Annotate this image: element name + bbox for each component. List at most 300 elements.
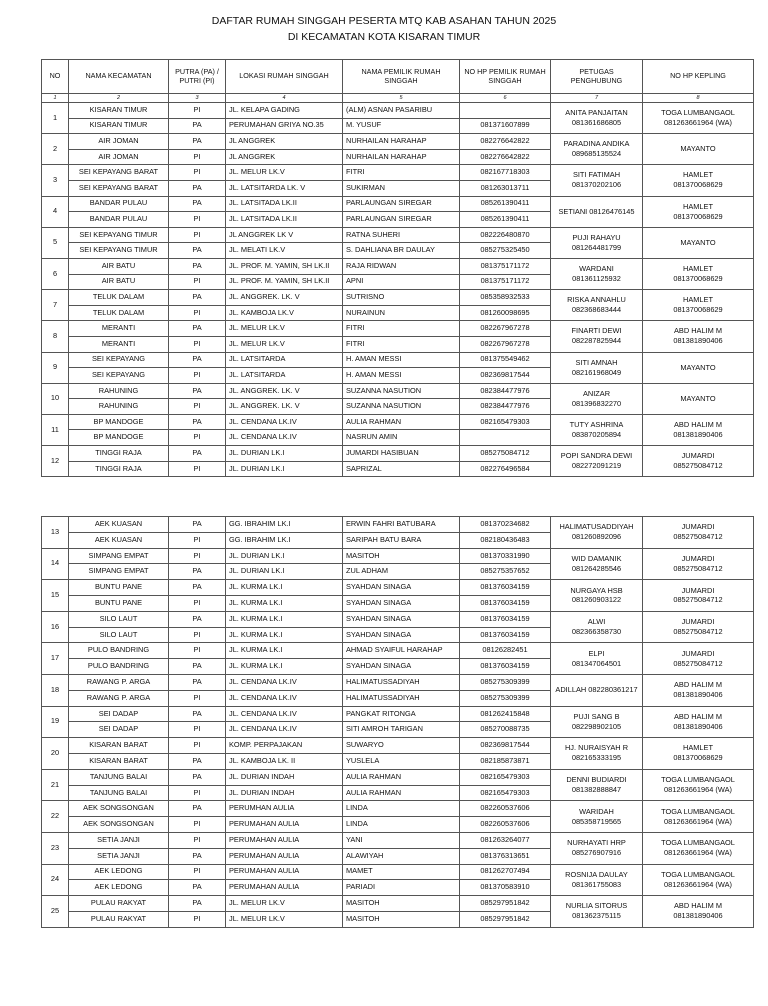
kepling-cell-phone: 081381890406 (673, 336, 723, 346)
col-number: 1 (42, 94, 69, 103)
kepling-cell (643, 580, 754, 612)
putra-putri-cell: PI (169, 548, 226, 564)
putra-putri-cell: PA (169, 880, 226, 896)
kepling-cell-phone: 081370068629 (673, 211, 723, 221)
row-number: 12 (42, 446, 69, 477)
table-row (42, 290, 754, 306)
kepling-cell (643, 674, 754, 706)
petugas-cell-line: TUTY ASHRINA (569, 419, 624, 429)
kepling-cell-line: JUMARDI (681, 553, 715, 563)
petugas-cell (551, 227, 643, 258)
kecamatan-cell: SEI KEPAYANG TIMUR (69, 227, 169, 243)
table-row (42, 258, 754, 274)
lokasi-cell: JL. MELUR LK.V (226, 896, 343, 912)
pemilik-cell: NURAINUN (343, 305, 460, 321)
lokasi-cell: JL. KURMA LK.I (226, 595, 343, 611)
pemilik-cell: LINDA (343, 817, 460, 833)
kecamatan-cell: PULAU RAKYAT (69, 911, 169, 927)
kepling-cell-line: TOGA LUMBANGAOL (661, 806, 735, 816)
pemilik-cell: FITRI (343, 321, 460, 337)
table-row (42, 103, 754, 119)
kepling-cell (643, 165, 754, 196)
lokasi-cell: JL. LATSITARDA (226, 352, 343, 368)
putra-putri-cell: PI (169, 532, 226, 548)
row-number: 22 (42, 801, 69, 833)
putra-putri-cell: PI (169, 785, 226, 801)
kepling-cell (643, 258, 754, 289)
petugas-cell-phone: 081362375115 (572, 911, 621, 921)
petugas-cell-line: ADILLAH 082280361217 (555, 685, 638, 695)
lokasi-cell: JL. DURIAN INDAH (226, 769, 343, 785)
hp-pemilik-cell: 085261390411 (460, 212, 551, 228)
kepling-cell-phone: 081381890406 (673, 690, 723, 700)
kepling-cell-line: MAYANTO (680, 237, 716, 247)
pemilik-cell: AULIA RAHMAN (343, 769, 460, 785)
row-number: 3 (42, 165, 69, 196)
row-number: 9 (42, 352, 69, 383)
putra-putri-cell: PA (169, 659, 226, 675)
pemilik-cell: SUZANNA NASUTION (343, 399, 460, 415)
pemilik-cell: ZUL ADHAM (343, 564, 460, 580)
putra-putri-cell: PI (169, 595, 226, 611)
lokasi-cell: JL. DURIAN LK.I (226, 446, 343, 462)
pemilik-cell: NURHAILAN HARAHAP (343, 134, 460, 150)
col-number: 4 (226, 94, 343, 103)
petugas-cell (551, 414, 643, 445)
kepling-cell (643, 643, 754, 675)
petugas-cell (551, 352, 643, 383)
kecamatan-cell: AEK LEDONG (69, 864, 169, 880)
hp-pemilik-cell: 081376034159 (460, 627, 551, 643)
kecamatan-cell: KISARAN BARAT (69, 753, 169, 769)
pemilik-cell: SUWARYO (343, 738, 460, 754)
kecamatan-cell: SEI KEPAYANG (69, 352, 169, 368)
petugas-cell (551, 548, 643, 580)
putra-putri-cell: PA (169, 611, 226, 627)
row-number: 16 (42, 611, 69, 643)
table-row (42, 580, 754, 596)
kepling-cell (643, 321, 754, 352)
pemilik-cell: PARLAUNGAN SIREGAR (343, 212, 460, 228)
pemilik-cell: H. AMAN MESSI (343, 368, 460, 384)
putra-putri-cell: PA (169, 753, 226, 769)
pemilik-cell: SUTRISNO (343, 290, 460, 306)
putra-putri-cell: PA (169, 769, 226, 785)
kecamatan-cell: MERANTI (69, 321, 169, 337)
kepling-cell-phone: 085275084712 (673, 563, 723, 573)
kepling-cell (643, 352, 754, 383)
putra-putri-cell: PI (169, 832, 226, 848)
row-number: 25 (42, 896, 69, 928)
putra-putri-cell: PA (169, 446, 226, 462)
putra-putri-cell: PA (169, 321, 226, 337)
kecamatan-cell: RAHUNING (69, 383, 169, 399)
pemilik-cell: SYAHDAN SINAGA (343, 580, 460, 596)
lokasi-cell: JL. LATSITADA LK.II (226, 196, 343, 212)
petugas-cell-line: SETIANI 08126476145 (558, 206, 635, 216)
petugas-cell-phone: 082165333195 (571, 753, 622, 763)
petugas-cell-line: ALWI (587, 617, 606, 627)
row-number: 21 (42, 769, 69, 801)
hp-pemilik-cell: 081371607899 (460, 118, 551, 134)
kepling-cell-line: TOGA LUMBANGAOL (661, 775, 735, 785)
lokasi-cell: JL. MELUR LK.V (226, 336, 343, 352)
pemilik-cell: LINDA (343, 801, 460, 817)
petugas-cell-phone: 081361125932 (572, 274, 621, 284)
pemilik-cell: YUSLELA (343, 753, 460, 769)
pemilik-cell: APNI (343, 274, 460, 290)
header-petugas: PETUGAS PENGHUBUNG (551, 60, 643, 94)
pemilik-cell: SYAHDAN SINAGA (343, 659, 460, 675)
petugas-cell-phone: 082298902105 (571, 721, 622, 731)
hp-pemilik-cell: 082369817544 (460, 368, 551, 384)
petugas-cell-line: NURLIA SITORUS (565, 901, 628, 911)
document-subtitle: DI KECAMATAN KOTA KISARAN TIMUR (287, 31, 481, 43)
lokasi-cell: JL. CENDANA LK.IV (226, 430, 343, 446)
petugas-cell (551, 674, 643, 706)
col-number: 5 (343, 94, 460, 103)
pemilik-cell: HALIMATUSSADIYAH (343, 674, 460, 690)
petugas-cell (551, 769, 643, 801)
lokasi-cell: PERUMAHAN GRIYA NO.35 (226, 118, 343, 134)
row-number: 23 (42, 832, 69, 864)
table-row (42, 383, 754, 399)
lokasi-cell: JL. DURIAN INDAH (226, 785, 343, 801)
kepling-cell-line: JUMARDI (681, 617, 715, 627)
kepling-cell-phone: 081370068629 (673, 753, 723, 763)
putra-putri-cell: PA (169, 180, 226, 196)
row-number: 24 (42, 864, 69, 896)
petugas-cell-line: HJ. NURAISYAH R (564, 743, 629, 753)
pemilik-cell: SYAHDAN SINAGA (343, 627, 460, 643)
kepling-cell (643, 611, 754, 643)
putra-putri-cell: PI (169, 722, 226, 738)
petugas-cell-phone: 081382888847 (571, 785, 622, 795)
pemilik-cell: ALAWIYAH (343, 848, 460, 864)
kecamatan-cell: SETIA JANJI (69, 832, 169, 848)
lokasi-cell: JL. KURMA LK.I (226, 643, 343, 659)
lokasi-cell: JL. KELAPA GADING (226, 103, 343, 119)
kepling-cell-line: JUMARDI (681, 585, 715, 595)
pemilik-cell: YANI (343, 832, 460, 848)
petugas-cell-line: NURGAYA HSB (570, 585, 623, 595)
kecamatan-cell: SEI DADAP (69, 706, 169, 722)
putra-putri-cell: PA (169, 134, 226, 150)
putra-putri-cell: PA (169, 196, 226, 212)
petugas-cell-line: PARADINA ANDIKA (563, 139, 630, 149)
kecamatan-cell: KISARAN BARAT (69, 738, 169, 754)
hp-pemilik-cell: 081370234682 (460, 517, 551, 533)
table-row (42, 674, 754, 690)
kepling-cell (643, 290, 754, 321)
kecamatan-cell: SIMPANG EMPAT (69, 564, 169, 580)
lokasi-cell: JL ANGGREK (226, 134, 343, 150)
hp-pemilik-cell: 081376034159 (460, 580, 551, 596)
col-number: 7 (551, 94, 643, 103)
kepling-cell-line: MAYANTO (680, 362, 716, 372)
kecamatan-cell: SEI KEPAYANG BARAT (69, 165, 169, 181)
pemilik-cell: M. YUSUF (343, 118, 460, 134)
kepling-cell-phone: 085275084712 (673, 532, 723, 542)
kecamatan-cell: AEK KUASAN (69, 517, 169, 533)
row-number: 18 (42, 674, 69, 706)
pemilik-cell: AULIA RAHMAN (343, 414, 460, 430)
kepling-cell-phone: 081381890406 (673, 429, 723, 439)
rumah-singgah-table-1 (41, 59, 754, 477)
putra-putri-cell: PI (169, 430, 226, 446)
table-row (42, 196, 754, 212)
header-hp-pemilik: NO HP PEMILIK RUMAH SINGGAH (460, 60, 551, 94)
kepling-cell (643, 517, 754, 549)
petugas-cell-line: ELPI (588, 648, 605, 658)
lokasi-cell: JL. ANGGREK. LK. V (226, 383, 343, 399)
hp-pemilik-cell: 082369817544 (460, 738, 551, 754)
putra-putri-cell: PA (169, 352, 226, 368)
petugas-cell (551, 706, 643, 738)
lokasi-cell: JL. CENDANA LK.IV (226, 414, 343, 430)
petugas-cell-phone: 082368683444 (571, 305, 622, 315)
kepling-cell-line: JUMARDI (681, 522, 715, 532)
lokasi-cell: JL. MELUR LK.V (226, 321, 343, 337)
row-number: 17 (42, 643, 69, 675)
table-body-2 (42, 517, 754, 928)
kecamatan-cell: RAWANG P. ARGA (69, 674, 169, 690)
pemilik-cell: MASITOH (343, 896, 460, 912)
kepling-cell (643, 769, 754, 801)
kecamatan-cell: PULO BANDRING (69, 643, 169, 659)
petugas-cell-line: ANIZAR (582, 388, 611, 398)
row-number: 19 (42, 706, 69, 738)
kepling-cell-line: HAMLET (683, 743, 713, 753)
hp-pemilik-cell (460, 430, 551, 446)
putra-putri-cell: PI (169, 149, 226, 165)
row-number: 2 (42, 134, 69, 165)
kepling-cell (643, 103, 754, 134)
pemilik-cell: S. DAHLIANA BR DAULAY (343, 243, 460, 259)
table-row (42, 896, 754, 912)
kecamatan-cell: MERANTI (69, 336, 169, 352)
pemilik-cell: PARLAUNGAN SIREGAR (343, 196, 460, 212)
hp-pemilik-cell: 081375171172 (460, 258, 551, 274)
lokasi-cell: GG. IBRAHIM LK.I (226, 532, 343, 548)
hp-pemilik-cell: 081263264077 (460, 832, 551, 848)
hp-pemilik-cell: 082260537606 (460, 817, 551, 833)
hp-pemilik-cell: 082180436483 (460, 532, 551, 548)
petugas-cell (551, 196, 643, 227)
col-number: 2 (69, 94, 169, 103)
row-number: 7 (42, 290, 69, 321)
hp-pemilik-cell: 082165479303 (460, 769, 551, 785)
petugas-cell-line: FINARTI DEWI (571, 326, 622, 336)
table-row (42, 611, 754, 627)
hp-pemilik-cell: 082165479303 (460, 785, 551, 801)
lokasi-cell: JL. DURIAN LK.I (226, 548, 343, 564)
pemilik-cell: SYAHDAN SINAGA (343, 611, 460, 627)
hp-pemilik-cell: 081375549462 (460, 352, 551, 368)
row-number: 4 (42, 196, 69, 227)
pemilik-cell: RATNA SUHERI (343, 227, 460, 243)
petugas-cell (551, 134, 643, 165)
pemilik-cell: SAPRIZAL (343, 461, 460, 477)
kecamatan-cell: RAHUNING (69, 399, 169, 415)
kepling-cell-line: HAMLET (683, 170, 713, 180)
petugas-cell (551, 103, 643, 134)
pemilik-cell: MASITOH (343, 548, 460, 564)
row-number: 10 (42, 383, 69, 414)
kepling-cell-phone: 081263661964 (WA) (664, 879, 732, 889)
petugas-cell (551, 446, 643, 477)
petugas-cell (551, 738, 643, 770)
kepling-cell-phone: 081263661964 (WA) (664, 816, 732, 826)
petugas-cell (551, 321, 643, 352)
row-number: 6 (42, 258, 69, 289)
pemilik-cell: NASRUN AMIN (343, 430, 460, 446)
petugas-cell-phone: 082161968049 (571, 367, 622, 377)
table-row (42, 769, 754, 785)
hp-pemilik-cell: 085358932533 (460, 290, 551, 306)
kecamatan-cell: AIR BATU (69, 274, 169, 290)
header-lokasi: LOKASI RUMAH SINGGAH (226, 60, 343, 94)
lokasi-cell: JL. KURMA LK.I (226, 659, 343, 675)
pemilik-cell: H. AMAN MESSI (343, 352, 460, 368)
kecamatan-cell: SEI KEPAYANG BARAT (69, 180, 169, 196)
hp-pemilik-cell: 082267967278 (460, 321, 551, 337)
kecamatan-cell: BANDAR PULAU (69, 212, 169, 228)
hp-pemilik-cell: 081376034159 (460, 611, 551, 627)
petugas-cell-line: NURHAYATI HRP (567, 838, 626, 848)
kecamatan-cell: TANJUNG BALAI (69, 785, 169, 801)
kepling-cell-line: MAYANTO (680, 144, 716, 154)
kecamatan-cell: TINGGI RAJA (69, 446, 169, 462)
hp-pemilik-cell: 085275084712 (460, 446, 551, 462)
putra-putri-cell: PI (169, 643, 226, 659)
kecamatan-cell: SIMPANG EMPAT (69, 548, 169, 564)
hp-pemilik-cell: 082267967278 (460, 336, 551, 352)
petugas-cell-line: WARDANI (579, 264, 614, 274)
kepling-cell (643, 548, 754, 580)
kepling-cell-phone: 081370068629 (673, 274, 723, 284)
kepling-cell-line: TOGA LUMBANGAOL (661, 838, 735, 848)
kecamatan-cell: AIR JOMAN (69, 134, 169, 150)
kepling-cell (643, 227, 754, 258)
kepling-cell-phone: 081263661964 (WA) (664, 118, 732, 128)
pemilik-cell: SUZANNA NASUTION (343, 383, 460, 399)
kepling-cell-phone: 081370068629 (673, 180, 723, 190)
putra-putri-cell: PI (169, 212, 226, 228)
pemilik-cell: JUMARDI HASIBUAN (343, 446, 460, 462)
kecamatan-cell: TELUK DALAM (69, 305, 169, 321)
header-kecamatan: NAMA KECAMATAN (69, 60, 169, 94)
table-row (42, 548, 754, 564)
pemilik-cell: FITRI (343, 336, 460, 352)
kepling-cell-line: ABD HALIM M (673, 326, 723, 336)
petugas-cell-phone: 083870205894 (571, 429, 622, 439)
lokasi-cell: JL. MELATI LK.V (226, 243, 343, 259)
column-number-row (42, 94, 754, 103)
table-row (42, 414, 754, 430)
petugas-cell-line: POPI SANDRA DEWI (560, 451, 633, 461)
hp-pemilik-cell: 085275325450 (460, 243, 551, 259)
hp-pemilik-cell: 08126282451 (460, 643, 551, 659)
kepling-cell-line: JUMARDI (681, 648, 715, 658)
kepling-cell (643, 196, 754, 227)
lokasi-cell: PERUMAHAN AULIA (226, 848, 343, 864)
kepling-cell-line: ABD HALIM M (673, 419, 723, 429)
kecamatan-cell: BUNTU PANE (69, 595, 169, 611)
kecamatan-cell: KISARAN TIMUR (69, 103, 169, 119)
kepling-cell (643, 832, 754, 864)
putra-putri-cell: PI (169, 817, 226, 833)
lokasi-cell: JL ANGGREK (226, 149, 343, 165)
pemilik-cell: PANGKAT RITONGA (343, 706, 460, 722)
table-row (42, 134, 754, 150)
hp-pemilik-cell: 081260098695 (460, 305, 551, 321)
putra-putri-cell: PA (169, 383, 226, 399)
table-row (42, 864, 754, 880)
hp-pemilik-cell: 081263013711 (460, 180, 551, 196)
kecamatan-cell: SILO LAUT (69, 611, 169, 627)
petugas-cell-phone: 081264285546 (571, 563, 622, 573)
putra-putri-cell: PI (169, 738, 226, 754)
putra-putri-cell: PI (169, 103, 226, 119)
lokasi-cell: JL. PROF. M. YAMIN, SH LK.II (226, 258, 343, 274)
petugas-cell-phone: 081347064501 (571, 658, 622, 668)
kepling-cell-phone: 081370068629 (673, 305, 723, 315)
kecamatan-cell: TINGGI RAJA (69, 461, 169, 477)
petugas-cell (551, 580, 643, 612)
hp-pemilik-cell: 081370331990 (460, 548, 551, 564)
kecamatan-cell: BP MANDOGE (69, 430, 169, 446)
putra-putri-cell: PI (169, 627, 226, 643)
lokasi-cell: JL. CENDANA LK.IV (226, 690, 343, 706)
hp-pemilik-cell: 082276496584 (460, 461, 551, 477)
table-row (42, 227, 754, 243)
pemilik-cell: (ALM) ASNAN PASARIBU (343, 103, 460, 119)
table-row (42, 165, 754, 181)
petugas-cell-phone: 081260903122 (571, 595, 622, 605)
putra-putri-cell: PI (169, 305, 226, 321)
putra-putri-cell: PA (169, 896, 226, 912)
lokasi-cell: JL. LATSITARDA LK. V (226, 180, 343, 196)
row-number: 1 (42, 103, 69, 134)
kecamatan-cell: SILO LAUT (69, 627, 169, 643)
lokasi-cell: PERUMHAN AULIA (226, 801, 343, 817)
lokasi-cell: JL. CENDANA LK.IV (226, 706, 343, 722)
lokasi-cell: PERUMAHAN AULIA (226, 864, 343, 880)
petugas-cell-phone: 081361686805 (571, 118, 622, 128)
pemilik-cell: RAJA RIDWAN (343, 258, 460, 274)
lokasi-cell: JL. LATSITARDA (226, 368, 343, 384)
hp-pemilik-cell: 082384477976 (460, 399, 551, 415)
hp-pemilik-cell: 081262415848 (460, 706, 551, 722)
petugas-cell-line: WID DAMANIK (571, 553, 622, 563)
hp-pemilik-cell: 081375171172 (460, 274, 551, 290)
table-row (42, 738, 754, 754)
hp-pemilik-cell: 081376034159 (460, 659, 551, 675)
petugas-cell (551, 611, 643, 643)
petugas-cell-line: ROSNIJA DAULAY (565, 869, 628, 879)
petugas-cell-phone: 081396832270 (571, 398, 622, 408)
lokasi-cell: JL. KURMA LK.I (226, 580, 343, 596)
putra-putri-cell: PI (169, 911, 226, 927)
kepling-cell (643, 383, 754, 414)
pemilik-cell: ERWIN FAHRI BATUBARA (343, 517, 460, 533)
pemilik-cell: SUKIRMAN (343, 180, 460, 196)
kepling-cell-line: JUMARDI (681, 451, 715, 461)
lokasi-cell: GG. IBRAHIM LK.I (226, 517, 343, 533)
kepling-cell-phone: 085275084712 (673, 627, 723, 637)
putra-putri-cell: PI (169, 165, 226, 181)
